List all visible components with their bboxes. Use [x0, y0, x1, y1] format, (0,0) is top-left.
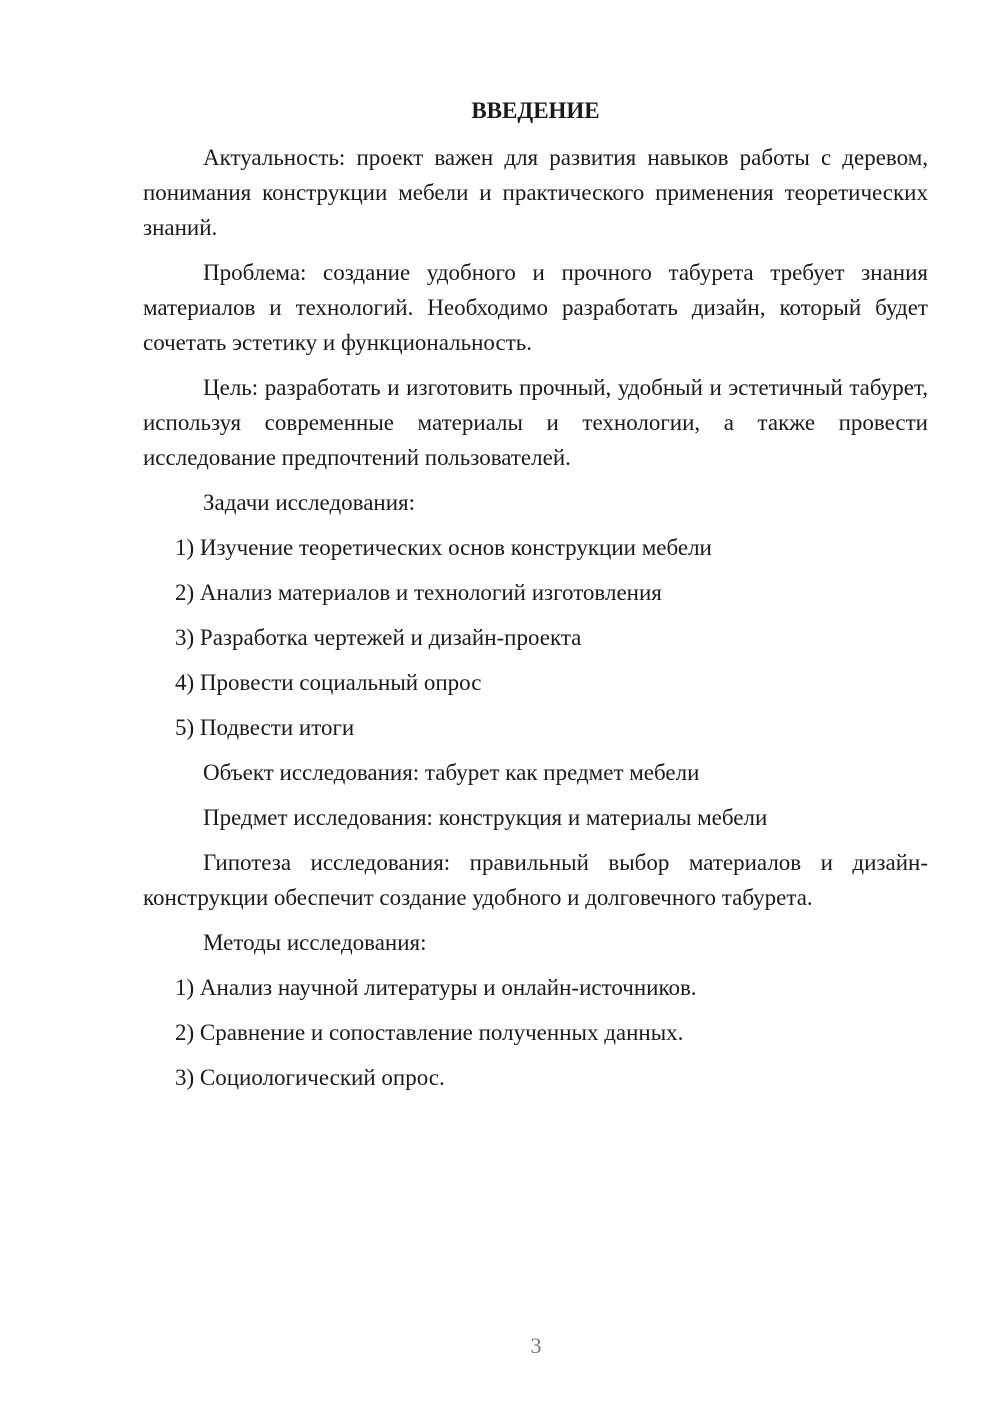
- subject-line: Предмет исследования: конструкция и материалы мебели: [203, 805, 768, 830]
- method-item: 2) Сравнение и сопоставление полученных данных.: [175, 1020, 684, 1045]
- tasks-heading: Задачи исследования:: [203, 490, 416, 515]
- method-item: 1) Анализ научной литературы и онлайн-источников.: [175, 975, 697, 1000]
- task-item: 4) Провести социальный опрос: [175, 670, 482, 695]
- goal-paragraph: Цель: разработать и изготовить прочный, удобный и эстетичный табурет, используя современные материалы и технологии, а также провести исследование предпочтений пользователей.: [143, 375, 928, 470]
- section-title: ВВЕДЕНИЕ: [471, 98, 600, 123]
- problem-paragraph: Проблема: создание удобного и прочного табурета требует знания материалов и технологий. Необходимо разработать дизайн, который будет сочетать эстетику и функциональность.: [143, 260, 928, 355]
- object-line: Объект исследования: табурет как предмет мебели: [203, 760, 700, 785]
- task-item: 5) Подвести итоги: [175, 715, 355, 740]
- task-item: 1) Изучение теоретических основ конструкции мебели: [175, 535, 712, 560]
- relevance-paragraph: Актуальность: проект важен для развития навыков работы с деревом, понимания конструкции мебели и практического применения теоретических знаний.: [143, 145, 928, 240]
- task-item: 2) Анализ материалов и технологий изготовления: [175, 580, 662, 605]
- page-content: [143, 94, 928, 1105]
- method-item: 3) Социологический опрос.: [175, 1065, 445, 1090]
- methods-heading: Методы исследования:: [203, 930, 427, 955]
- task-item: 3) Разработка чертежей и дизайн-проекта: [175, 625, 582, 650]
- hypothesis-paragraph: Гипотеза исследования: правильный выбор материалов и дизайн-конструкции обеспечит создание удобного и долговечного табурета.: [143, 850, 928, 910]
- page-number: 3: [530, 1333, 542, 1358]
